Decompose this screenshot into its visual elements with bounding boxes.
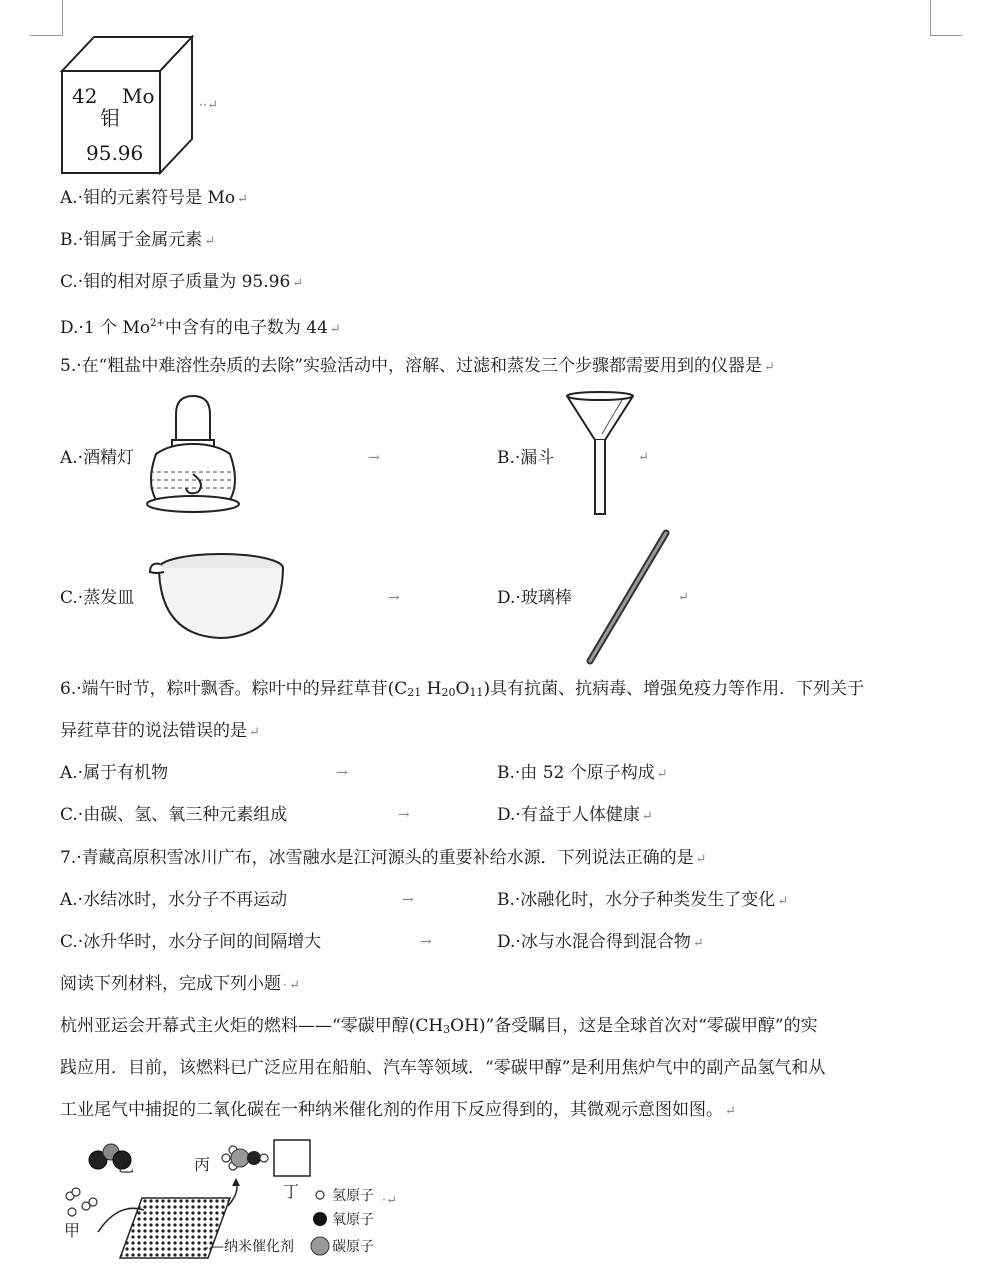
diagram-label-bing: 丙 — [194, 1155, 211, 1174]
crop-mark-left-vertical — [62, 0, 63, 36]
q4-option-c: C.·钼的相对原子质量为 95.96 ↵ — [60, 272, 304, 292]
q5-tab-mark-a: → — [368, 450, 380, 466]
q5-mark-b: ↵ — [638, 450, 649, 465]
q6-option-a: A.·属于有机物 — [60, 763, 169, 783]
reading-paragraph-line2: 践应用．目前，该燃料已广泛应用在船舶、汽车等领域．“零碳甲醇”是利用焦炉气中的副产品氢气和从 — [60, 1058, 826, 1078]
element-name: 钼 — [100, 106, 120, 130]
reading-intro: 阅读下列材料，完成下列小题 · ↵ — [60, 974, 301, 994]
reading-paragraph-line3: 工业尾气中捕捉的二氧化碳在一种纳米催化剂的作用下反应得到的，其微观示意图如图。 ↵ — [60, 1100, 736, 1120]
q5-tab-mark-c: → — [388, 590, 400, 606]
funnel-image — [562, 390, 638, 518]
q6-option-d: D.·有益于人体健康 ↵ — [497, 805, 653, 825]
q6-tab-mark-a: → — [336, 765, 348, 781]
alcohol-lamp-image — [136, 392, 246, 516]
element-atomic-number: 42 — [72, 84, 98, 108]
q7-option-c: C.·冰升华时，水分子间的间隔增大 — [60, 932, 322, 952]
q5-mark-d: ↵ — [678, 590, 689, 605]
glass-rod-image — [580, 527, 676, 667]
diagram-label-jia: 甲 — [64, 1221, 81, 1240]
element-symbol: Mo — [122, 84, 155, 108]
q7-stem: 7.·青藏高原积雪冰川广布，冰雪融水是江河源头的重要补给水源．下列说法正确的是 ↵ — [60, 848, 707, 868]
diagram-label-ding: 丁 — [283, 1182, 300, 1201]
q6-tab-mark-c: → — [398, 807, 410, 823]
q4-option-b: B.·钼属于金属元素 ↵ — [60, 230, 216, 250]
q5-option-d: D.·玻璃棒 — [497, 588, 572, 608]
crop-mark-right-vertical — [930, 0, 931, 36]
q6-option-c: C.·由碳、氢、氧三种元素组成 — [60, 805, 288, 825]
legend-hydrogen-label: 氢原子 — [332, 1188, 374, 1204]
element-card-trailing-mark: ··↵ — [199, 98, 219, 113]
legend-carbon-label: 碳原子 — [332, 1239, 374, 1255]
legend-oxygen-label: 氧原子 — [332, 1212, 374, 1228]
q7-option-b: B.·冰融化时，水分子种类发生了变化 ↵ — [497, 890, 789, 910]
q6-stem-line2: 异荭草苷的说法错误的是 ↵ — [60, 721, 260, 741]
q7-tab-mark-a: → — [402, 892, 414, 908]
evaporating-dish-image — [146, 550, 288, 642]
q4-option-a: A.·钼的元素符号是 Mo ↵ — [60, 188, 249, 208]
diagram-catalyst-label: —纳米催化剂 — [210, 1239, 294, 1255]
diagram-trailing-mark: ·↵ — [382, 1193, 398, 1208]
crop-mark-right-horizontal — [930, 35, 962, 36]
q4-option-d: D.·1 个 $Mo^{2+}$中含有的电子数为 44 ↵ — [60, 318, 341, 338]
diagram-label-yi: 乙 — [118, 1157, 135, 1176]
q6-stem-line1: 6.·端午时节，粽叶飘香。粽叶中的异荭草苷(C21 H20O11)具有抗菌、抗病毒、增强免疫力等作用．下列关于 — [60, 679, 865, 699]
q5-option-b: B.·漏斗 — [497, 448, 555, 468]
q5-option-a: A.·酒精灯 — [60, 448, 135, 468]
q7-option-a: A.·水结冰时，水分子不再运动 — [60, 890, 288, 910]
q7-option-d: D.·冰与水混合得到混合物 ↵ — [497, 932, 704, 952]
q7-tab-mark-c: → — [420, 934, 432, 950]
q5-stem: 5.·在“粗盐中难溶性杂质的去除”实验活动中，溶解、过滤和蒸发三个步骤都需要用到的仪器是 ↵ — [60, 356, 775, 376]
q6-option-b: B.·由 52 个原子构成 ↵ — [497, 763, 668, 783]
reading-paragraph-line1: 杭州亚运会开幕式主火炬的燃料——“零碳甲醇(CH3OH)”备受瞩目，这是全球首次对“零碳甲醇”的实 — [60, 1016, 818, 1036]
q5-option-c: C.·蒸发皿 — [60, 588, 135, 608]
element-mass: 95.96 — [86, 141, 144, 165]
